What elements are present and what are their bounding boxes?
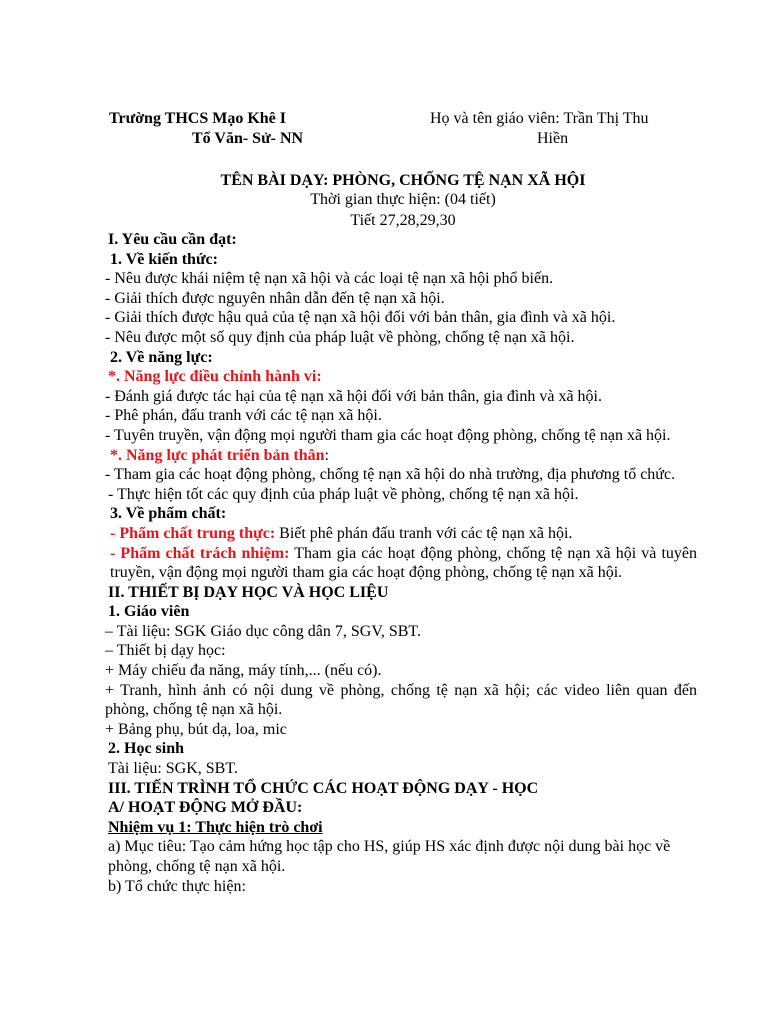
- lesson-periods: Tiết 27,28,29,30: [350, 212, 456, 229]
- document-body: [105, 230, 697, 896]
- teacher-item: – Tài liệu: SGK Giáo dục công dân 7, SGV, SBT.: [105, 622, 421, 640]
- ability-behavior-heading: *. Năng lực điều chỉnh hành vi:: [108, 368, 322, 386]
- quality-honesty-text: Biết phê phán đấu tranh với các tệ nạn xã hội.: [275, 524, 573, 542]
- ability-development-label: *. Năng lực phát triển bản thân: [110, 446, 325, 464]
- section-3-heading: III. TIẾN TRÌNH TỔ CHỨC CÁC HOẠT ĐỘNG DẠY - HỌC: [108, 779, 539, 797]
- ability-item: - Đánh giá được tác hại của tệ nạn xã hội đối với bản thân, gia đình và xã hội.: [105, 387, 602, 405]
- quality-item: [105, 524, 697, 544]
- student-heading: 2. Học sinh: [108, 740, 185, 758]
- ability-development-heading: [105, 446, 697, 466]
- teacher-item: – Thiết bị dạy học:: [105, 642, 226, 660]
- school-name: Trường THCS Mạo Khê I: [109, 110, 286, 127]
- organization-text: b) Tổ chức thực hiện:: [108, 877, 246, 895]
- knowledge-item: - Giải thích được nguyên nhân dẫn đến tệ nạn xã hội.: [105, 289, 445, 307]
- quality-honesty-label: - Phẩm chất trung thực:: [110, 524, 276, 542]
- section-2-heading: II. THIẾT BỊ DẠY HỌC VÀ HỌC LIỆU: [108, 583, 389, 601]
- knowledge-item: - Nêu được một số quy định của pháp luật về phòng, chống tệ nạn xã hội.: [105, 328, 575, 346]
- opening-activity-heading: A/ HOẠT ĐỘNG MỞ ĐẦU:: [108, 799, 303, 817]
- quality-heading: 3. Về phẩm chất:: [110, 505, 227, 523]
- teacher-name-line1: Họ và tên giáo viên: Trần Thị Thu: [430, 110, 649, 127]
- ability-item: - Thực hiện tốt các quy định của pháp luật về phòng, chống tệ nạn xã hội.: [108, 485, 579, 503]
- teacher-heading: 1. Giáo viên: [108, 603, 190, 621]
- knowledge-item: - Giải thích được hậu quả của tệ nạn xã hội đối với bản thân, gia đình và xã hội.: [105, 309, 616, 327]
- lesson-duration: Thời gian thực hiện: (04 tiết): [310, 191, 496, 208]
- quality-item: [105, 544, 697, 583]
- teacher-item: + Bảng phụ, bút dạ, loa, mic: [105, 720, 287, 738]
- department-name: Tổ Văn- Sử- NN: [192, 130, 304, 147]
- ability-development-colon: :: [324, 446, 329, 464]
- quality-responsibility-text: Tham gia các hoạt động phòng, chống tệ nạn xã hội và tuyên truyền, vận động mọi người tham gia các hoạt động phòng, chống tệ nạn xã hội.: [110, 544, 697, 582]
- task-1-heading: Nhiệm vụ 1: Thực hiện trò chơi: [108, 818, 323, 836]
- student-item: Tài liệu: SGK, SBT.: [108, 760, 238, 778]
- ability-item: - Tham gia các hoạt động phòng, chống tệ nạn xã hội do nhà trường, địa phương tổ chức.: [105, 466, 676, 484]
- teacher-item: + Máy chiếu đa năng, máy tính,... (nếu có).: [105, 662, 382, 680]
- ability-item: - Tuyên truyền, vận động mọi người tham gia các hoạt động phòng, chống tệ nạn xã hội.: [105, 426, 671, 444]
- ability-item: - Phê phán, đấu tranh với các tệ nạn xã hội.: [105, 407, 382, 425]
- lesson-title: TÊN BÀI DẠY: PHÒNG, CHỐNG TỆ NẠN XÃ HỘI: [220, 172, 586, 189]
- quality-responsibility-label: - Phẩm chất trách nhiệm:: [110, 544, 290, 562]
- goal-text: a) Mục tiêu: Tạo cảm hứng học tập cho HS, giúp HS xác định được nội dung bài học về phòng, chống tệ nạn xã hội.: [108, 838, 671, 875]
- teacher-name-line2: Hiền: [537, 130, 569, 147]
- knowledge-heading: 1. Về kiến thức:: [110, 250, 218, 268]
- knowledge-item: - Nêu được khái niệm tệ nạn xã hội và các loại tệ nạn xã hội phổ biến.: [105, 270, 554, 288]
- teacher-item: + Tranh, hình ảnh có nội dung về phòng, chống tệ nạn xã hội; các video liên quan đến phòng, chống tệ nạn xã hội.: [105, 681, 697, 719]
- section-1-heading: I. Yêu cầu cần đạt:: [108, 231, 237, 248]
- ability-heading: 2. Về năng lực:: [110, 348, 213, 366]
